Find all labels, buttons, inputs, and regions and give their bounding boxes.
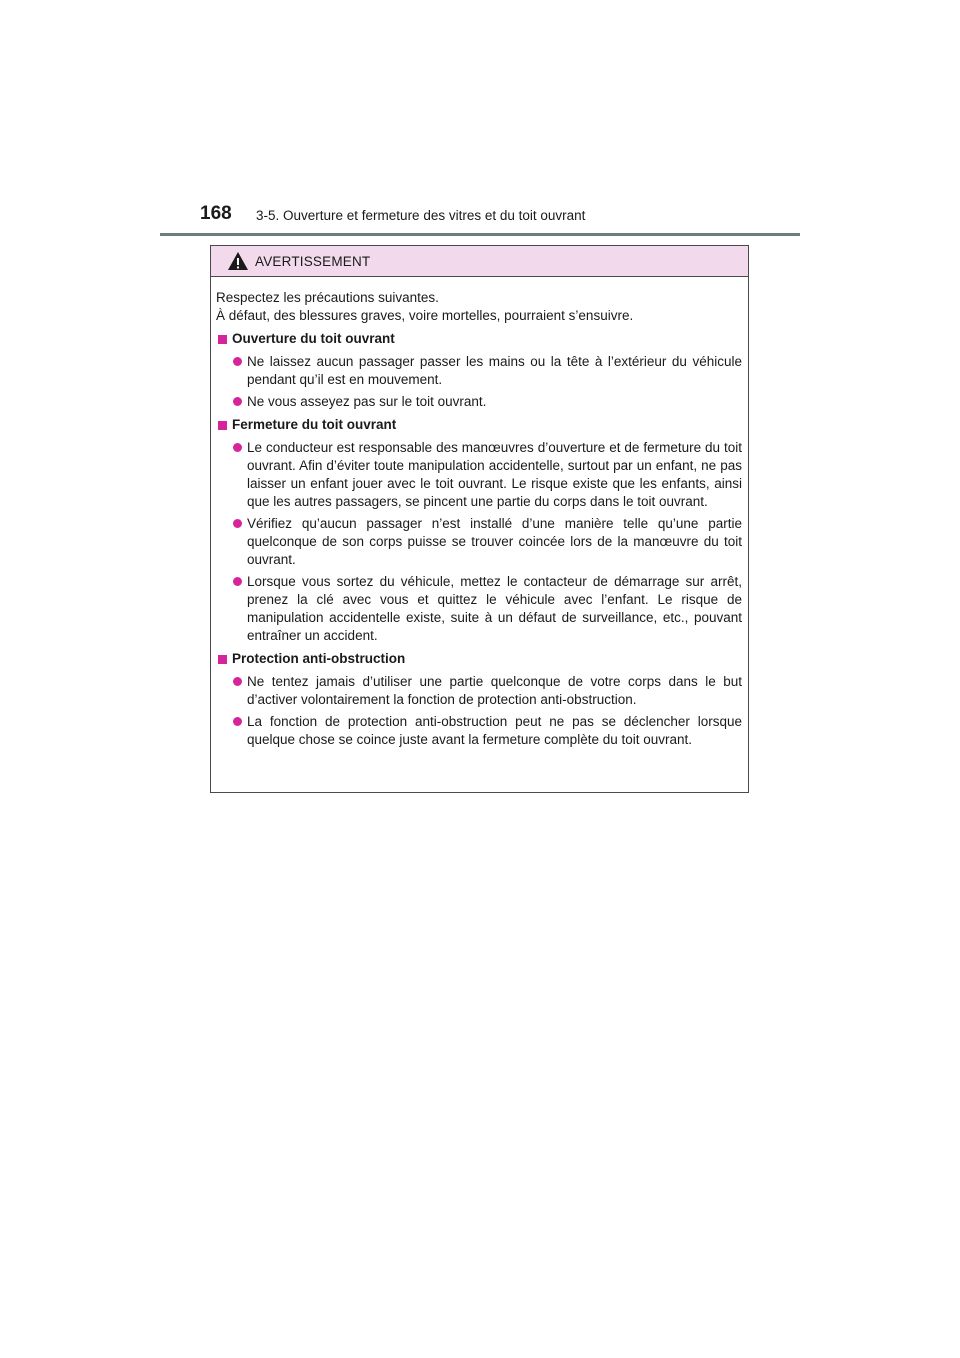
square-bullet-icon xyxy=(218,655,227,664)
section-heading xyxy=(216,329,742,349)
round-bullet-icon xyxy=(233,357,242,366)
round-bullet-icon xyxy=(233,717,242,726)
square-bullet-icon xyxy=(218,421,227,430)
section-title: 3-5. Ouverture et fermeture des vitres et du toit ouvrant xyxy=(256,208,586,223)
section-closing xyxy=(216,415,742,645)
section-opening xyxy=(216,329,742,411)
warning-body xyxy=(211,277,748,749)
list-item xyxy=(216,673,742,709)
section-heading xyxy=(216,415,742,435)
list-item xyxy=(216,515,742,569)
square-bullet-icon xyxy=(218,335,227,344)
list-item-text: Ne vous asseyez pas sur le toit ouvrant. xyxy=(247,394,487,409)
list-item-text: Vérifiez qu’aucun passager n’est installé d’une manière telle qu’une partie quelconque de son corps puisse se trouver coincée lors de la manœuvre du toit ouvrant. xyxy=(247,516,742,567)
warning-intro xyxy=(216,289,742,325)
list-item xyxy=(216,393,742,411)
intro-line: Respectez les précautions suivantes. xyxy=(216,290,439,305)
list-item-text: Ne laissez aucun passager passer les mains ou la tête à l’extérieur du véhicule pendant qu’il est en mouvement. xyxy=(247,354,742,387)
round-bullet-icon xyxy=(233,677,242,686)
list-item-text: La fonction de protection anti-obstruction peut ne pas se déclencher lorsque quelque chose se coince juste avant la fermeture complète du toit ouvrant. xyxy=(247,714,742,747)
list-item-text: Ne tentez jamais d’utiliser une partie quelconque de votre corps dans le but d’activer volontairement la fonction de protection anti-obstruction. xyxy=(247,674,742,707)
round-bullet-icon xyxy=(233,577,242,586)
list-item-text: Le conducteur est responsable des manœuvres d’ouverture et de fermeture du toit ouvrant. Afin d’éviter toute manipulation accidentelle, surtout par un enfant, ne pas laisser un enfant jouer avec le toit ouvrant. Le risque existe que les enfants, ainsi que les autres passagers, se pincent une partie du corps dans le toit ouvrant. xyxy=(247,440,742,509)
round-bullet-icon xyxy=(233,519,242,528)
list-item xyxy=(216,439,742,511)
warning-triangle-icon xyxy=(227,251,249,271)
warning-header xyxy=(211,246,748,277)
header-rule xyxy=(160,233,800,236)
list-item xyxy=(216,713,742,749)
warning-box xyxy=(210,245,749,793)
round-bullet-icon xyxy=(233,397,242,406)
section-heading-text: Protection anti-obstruction xyxy=(232,651,406,666)
list-item-text: Lorsque vous sortez du véhicule, mettez le contacteur de démarrage sur arrêt, prenez la clé avec vous et quittez le véhicule avec l’enfant. Le risque de manipulation accidentelle existe, suite à un défaut de surveillance, etc., pouvant entraîner un accident. xyxy=(247,574,742,643)
page-number: 168 xyxy=(200,203,232,224)
section-heading-text: Ouverture du toit ouvrant xyxy=(232,331,395,346)
round-bullet-icon xyxy=(233,443,242,452)
intro-line: À défaut, des blessures graves, voire mortelles, pourraient s’ensuivre. xyxy=(216,308,634,323)
list-item xyxy=(216,573,742,645)
section-heading xyxy=(216,649,742,669)
section-heading-text: Fermeture du toit ouvrant xyxy=(232,417,397,432)
warning-title: AVERTISSEMENT xyxy=(255,253,371,269)
list-item xyxy=(216,353,742,389)
section-anti-obstruction xyxy=(216,649,742,749)
